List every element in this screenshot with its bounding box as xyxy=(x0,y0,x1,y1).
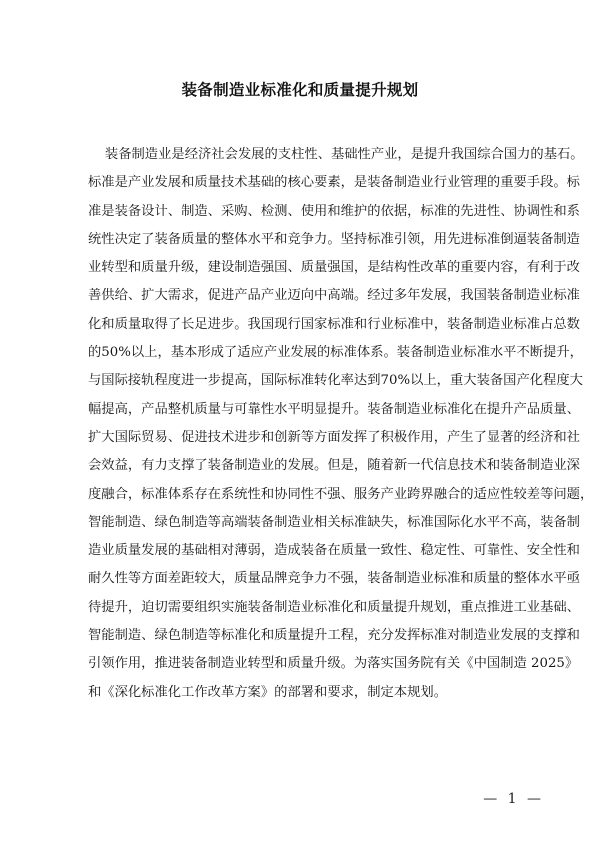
body-line: 装备制造业是经济社会发展的支柱性、基础性产业，是提升我国综合国力的基石。 xyxy=(88,147,584,162)
body-line: 和《深化标准化工作改革方案》的部署和要求，制定本规划。 xyxy=(88,684,448,700)
body-line: 准是装备设计、制造、采购、检测、使用和维护的依据，标准的先进性、协调性和系 xyxy=(88,203,580,219)
body-line: 扩大国际贸易、促进技术进步和创新等方面发挥了积极作用，产生了显著的经济和社 xyxy=(88,429,580,445)
body-line: 耐久性等方面差距较大，质量品牌竞争力不强，装备制造业标准和质量的整体水平亟 xyxy=(88,571,580,587)
page-number: — 1 — xyxy=(483,791,544,807)
body-line: 待提升，迫切需要组织实施装备制造业标准化和质量提升规划，重点推进工业基础、 xyxy=(88,599,580,615)
body-line: 会效益，有力支撑了装备制造业的发展。但是，随着新一代信息技术和装备制造业深 xyxy=(88,458,580,474)
body-line: 智能制造、绿色制造等标准化和质量提升工程，充分发挥标准对制造业发展的支撑和 xyxy=(88,628,580,644)
body-line: 幅提高，产品整机质量与可靠性水平明显提升。装备制造业标准化在提升产品质量、 xyxy=(88,401,580,417)
body-line: 造业质量发展的基础相对薄弱，造成装备在质量一致性、稳定性、可靠性、安全性和 xyxy=(88,543,580,559)
body-line: 的50%以上，基本形成了适应产业发展的标准体系。装备制造业标准水平不断提升， xyxy=(88,345,583,361)
body-line: 度融合，标准体系存在系统性和协同性不强、服务产业跨界融合的适应性较差等问题， xyxy=(88,486,594,502)
body-paragraph xyxy=(88,141,594,707)
body-line: 统性决定了装备质量的整体水平和竞争力。坚持标准引领，用先进标准倒逼装备制造 xyxy=(88,231,580,247)
body-line: 标准是产业发展和质量技术基础的核心要素，是装备制造业行业管理的重要手段。标 xyxy=(88,175,580,191)
body-line: 与国际接轨程度进一步提高，国际标准转化率达到70%以上，重大装备国产化程度大 xyxy=(88,373,583,389)
body-line: 智能制造、绿色制造等高端装备制造业相关标准缺失，标准国际化水平不高，装备制 xyxy=(88,514,580,530)
body-line: 化和质量取得了长足进步。我国现行国家标准和行业标准中，装备制造业标准占总数 xyxy=(88,316,580,332)
body-line: 引领作用，推进装备制造业转型和质量升级。为落实国务院有关《中国制造 2025》 xyxy=(88,656,579,672)
document-title: 装备制造业标准化和质量提升规划 xyxy=(181,80,419,99)
body-line: 善供给、扩大需求，促进产品产业迈向中高端。经过多年发展，我国装备制造业标准 xyxy=(88,288,580,304)
body-line: 业转型和质量升级，建设制造强国、质量强国，是结构性改革的重要内容，有利于改 xyxy=(88,260,580,276)
